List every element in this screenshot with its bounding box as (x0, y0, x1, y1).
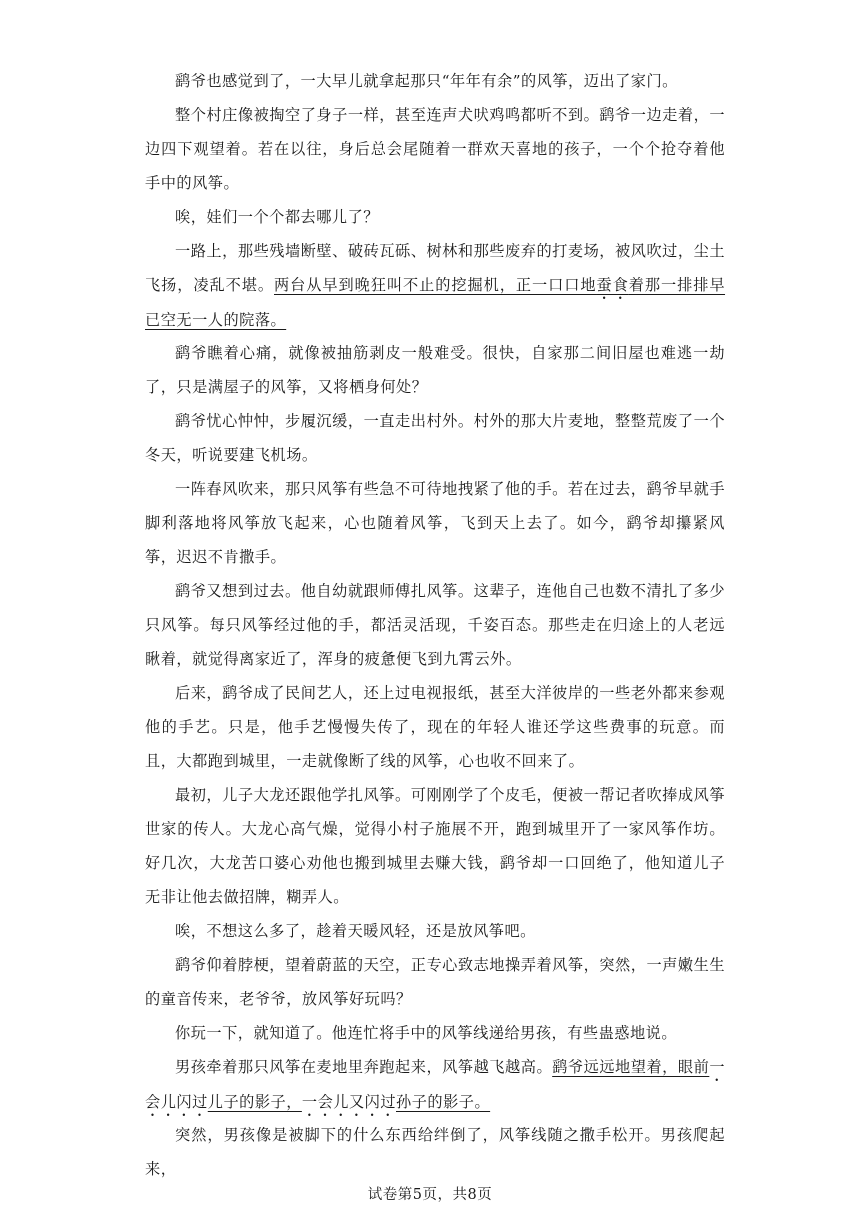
paragraph-5: 鹞爷瞧着心痛，就像被抽筋剥皮一般难受。很快，自家那二间旧屋也难逃一劫了，只是满屋子的风筝，又将栖身何处？ (145, 344, 725, 396)
dotted-phrase-1: 一会儿闪过 (145, 1058, 726, 1111)
underlined-sentence-part1: 两台从早到晚狂叫不止的挖掘机，正一口口地 (274, 276, 597, 294)
dotted-phrase-2: 一会儿又闪过 (301, 1093, 396, 1111)
page-footer: 试卷第5页，共8页 (367, 1187, 493, 1203)
paragraph-10: 最初，儿子大龙还跟他学扎风筝。可刚刚学了个皮毛，便被一帮记者吹捧成风筝世家的传人。大龙心高气燥，觉得小村子施展不开，跑到城里开了一家风筝作坊。好几次，大龙苦口婆心劝他也搬到城里去赚大钱，鹞爷却一口回绝了，他知道儿子无非让他去做招牌，糊弄人。 (145, 786, 725, 906)
paragraph-4 (145, 234, 725, 337)
paragraph-9: 后来，鹞爷成了民间艺人，还上过电视报纸，甚至大洋彼岸的一些老外都来参观他的手艺。只是，他手艺慢慢失传了，现在的年轻人谁还学这些费事的玩意。而且，大都跑到城里，一走就像断了线的风筝，心也收不回来了。 (145, 684, 725, 770)
underlined-phrase-3: 孙子的影子。 (396, 1093, 491, 1111)
paragraph-13: 你玩一下，就知道了。他连忙将手中的风筝线递给男孩，有些蛊惑地说。 (175, 1024, 677, 1042)
paragraph-3: 唉，娃们一个个都去哪儿了？ (175, 208, 379, 226)
underlined-sentence-part2: 着那一排排早已空无一人的院落。 (145, 276, 726, 329)
paragraph-15: 突然，男孩像是被脚下的什么东西给绊倒了，风筝线随之撒手松开。男孩爬起来， (145, 1126, 725, 1178)
paragraph-6: 鹞爷忧心忡忡，步履沉缓，一直走出村外。村外的那大片麦地，整整荒废了一个冬天，听说要建飞机场。 (145, 412, 725, 464)
paragraph-11: 唉，不想这么多了，趁着天暖风轻，还是放风筝吧。 (175, 922, 536, 940)
paragraph-4-text: 一路上，那些残墙断壁、破砖瓦砾、树林和那些废弃的打麦场，被风吹过，尘土飞扬，凌乱不堪。 (145, 242, 725, 294)
paragraph-2: 整个村庄像被掏空了身子一样，甚至连声犬吠鸡鸣都听不到。鹞爷一边走着，一边四下观望着。若在以往，身后总会尾随着一群欢天喜地的孩子，一个个抢夺着他手中的风筝。 (145, 106, 725, 192)
dotted-word-canshi: 蚕食 (596, 276, 629, 294)
paragraph-12: 鹞爷仰着脖梗，望着蔚蓝的天空，正专心致志地操弄着风筝，突然，一声嫩生生的童音传来，老爷爷，放风筝好玩吗？ (145, 956, 725, 1008)
paragraph-14 (145, 1050, 725, 1120)
paragraph-1: 鹞爷也感觉到了，一大早儿就拿起那只“年年有余”的风筝，迈出了家门。 (175, 72, 678, 90)
underlined-phrase-2: 儿子的影子， (207, 1093, 302, 1111)
paragraph-14-text: 男孩牵着那只风筝在麦地里奔跑起来，风筝越飞越高。 (175, 1058, 553, 1076)
paragraph-7: 一阵春风吹来，那只风筝有些急不可待地拽紧了他的手。若在过去，鹞爷早就手脚利落地将风筝放飞起来，心也随着风筝，飞到天上去了。如今，鹞爷却攥紧风筝，迟迟不肯撒手。 (145, 480, 725, 566)
underlined-phrase-1: 鹞爷远远地望着，眼前 (552, 1058, 710, 1076)
paragraph-8: 鹞爷又想到过去。他自幼就跟师傅扎风筝。这辈子，连他自己也数不清扎了多少只风筝。每只风筝经过他的手，都活灵活现，千姿百态。那些走在归途上的人老远瞅着，就觉得离家近了，浑身的疲惫便飞到九霄云外。 (145, 582, 725, 668)
